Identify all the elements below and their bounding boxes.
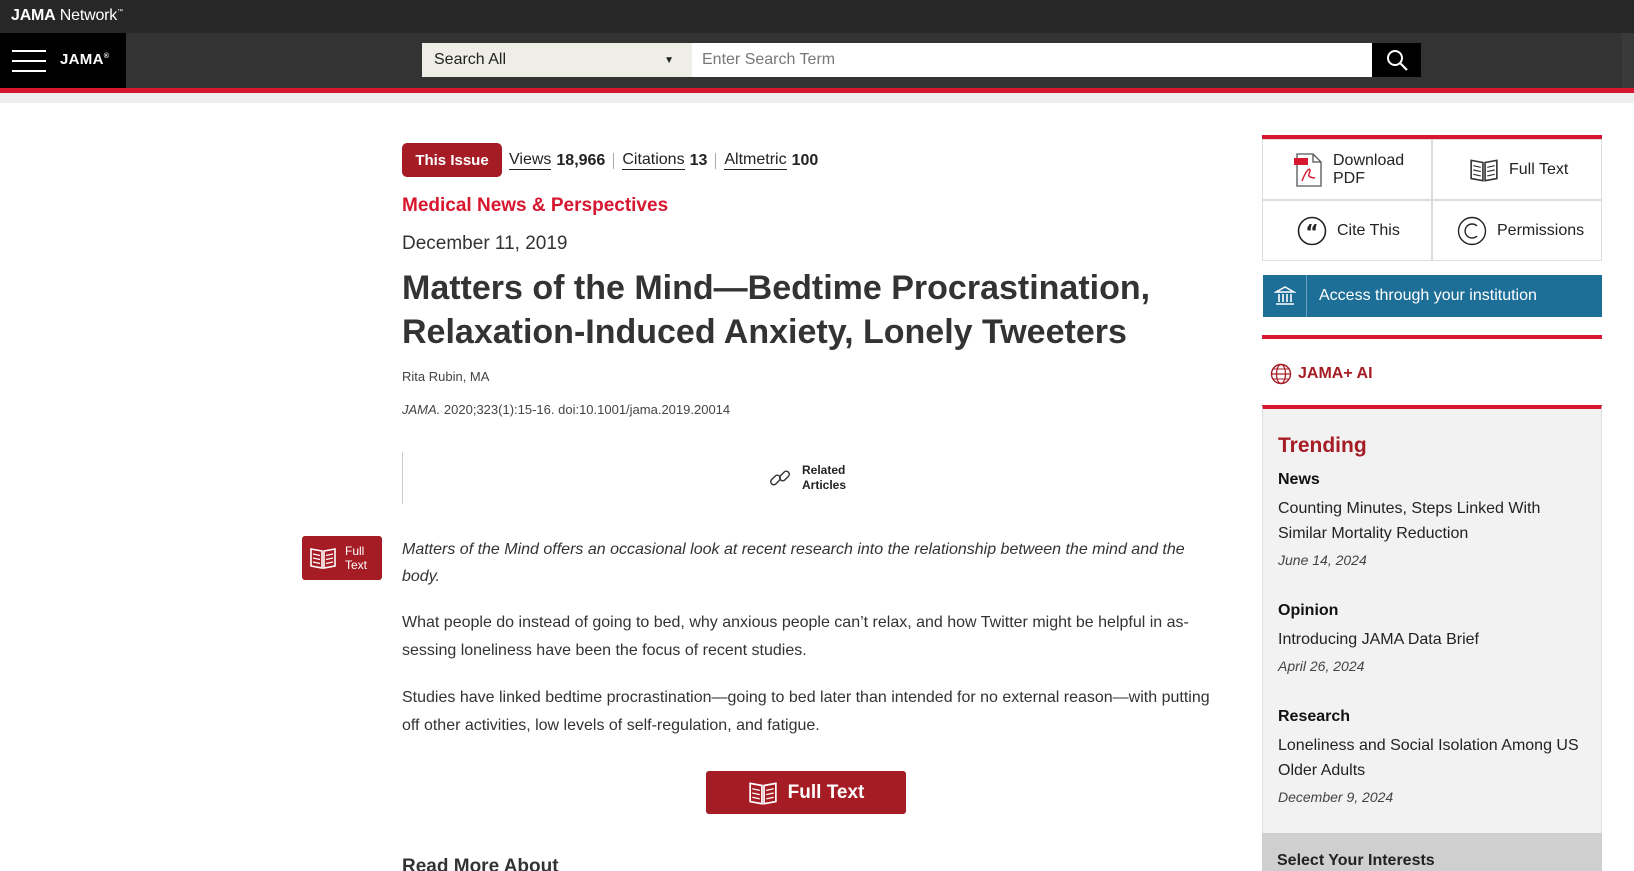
link-icon — [768, 466, 792, 490]
download-label-line2: PDF — [1333, 169, 1365, 187]
search-icon — [1385, 48, 1409, 72]
institution-icon-box — [1263, 275, 1307, 317]
jama-logo-text: JAMA — [60, 51, 104, 68]
side-full-text-label — [345, 544, 367, 572]
permissions-label: Permissions — [1497, 221, 1585, 239]
metric-divider — [715, 153, 716, 169]
search-input[interactable] — [692, 43, 1372, 77]
network-logo-tm: ™ — [117, 9, 123, 15]
side-ft-line2: Text — [345, 558, 368, 572]
brand-block — [0, 33, 126, 89]
institution-access-label: Access through your institution — [1319, 287, 1537, 304]
select-interests-panel — [1262, 833, 1602, 871]
pdf-icon — [1293, 153, 1323, 187]
caret-down-icon: ▼ — [664, 55, 674, 66]
jama-ai-label: JAMA+ AI — [1298, 365, 1373, 382]
full-text-button-label: Full Text — [787, 781, 865, 803]
related-label-line1: Related — [802, 463, 846, 477]
metric-views[interactable] — [509, 151, 605, 170]
this-issue-button[interactable]: This Issue — [402, 143, 502, 177]
download-label-line1: Download — [1333, 151, 1405, 169]
trending-article-link[interactable]: Loneliness and Social Isolation Among US Older Adults — [1278, 737, 1579, 779]
side-ft-line1: Full — [345, 544, 365, 558]
book-icon — [1469, 157, 1499, 183]
publication-date: December 11, 2019 — [402, 233, 568, 254]
trending-heading: Trending — [1278, 434, 1367, 457]
metric-views-label[interactable]: Views — [509, 151, 552, 168]
trending-date: December 9, 2024 — [1278, 789, 1394, 805]
metric-altmetric-value: 100 — [791, 151, 819, 169]
metric-views-value: 18,966 — [556, 151, 606, 169]
institution-icon — [1274, 285, 1296, 307]
metric-citations-label[interactable]: Citations — [622, 151, 685, 168]
read-more-heading: Read More About — [402, 856, 559, 871]
full-text-button[interactable] — [706, 771, 906, 814]
cite-this-button[interactable] — [1262, 200, 1432, 261]
trending-category: Opinion — [1278, 602, 1339, 619]
quote-icon — [1297, 216, 1327, 246]
trending-category: News — [1278, 471, 1320, 488]
full-text-tool-label: Full Text — [1509, 160, 1569, 178]
metric-altmetric-label[interactable]: Altmetric — [724, 151, 787, 168]
site-header — [0, 33, 1634, 88]
metric-citations-value: 13 — [689, 151, 708, 169]
article-paragraph: What people do instead of going to bed, why anxious people can’t relax, and how Twitter might be helpful in as-sessing loneliness have been the focus of recent studies. — [402, 614, 1189, 659]
related-label-line2: Articles — [802, 478, 847, 492]
trending-item — [1278, 602, 1588, 674]
trending-article-link[interactable]: Counting Minutes, Steps Linked With Similar Mortality Reduction — [1278, 500, 1541, 542]
network-logo-rest: Network — [55, 7, 118, 24]
related-articles-label — [802, 463, 852, 493]
download-pdf-label — [1333, 152, 1404, 188]
trending-item — [1278, 471, 1588, 568]
trending-date: April 26, 2024 — [1278, 658, 1365, 674]
article-metrics — [509, 151, 818, 170]
trending-panel — [1262, 405, 1602, 835]
trending-article-link[interactable]: Introducing JAMA Data Brief — [1278, 631, 1479, 648]
institution-access-button[interactable] — [1263, 275, 1602, 317]
article-author[interactable]: Rita Rubin, MA — [402, 369, 490, 384]
jama-network-logo[interactable] — [11, 7, 123, 25]
network-logo-bold: JAMA — [11, 7, 56, 24]
full-text-tool-button[interactable] — [1432, 139, 1602, 200]
trending-category: Research — [1278, 708, 1351, 725]
menu-icon[interactable] — [12, 50, 46, 72]
search-button[interactable] — [1372, 43, 1421, 77]
metric-altmetric[interactable] — [724, 151, 818, 170]
network-bar — [0, 0, 1634, 33]
globe-icon — [1270, 363, 1292, 385]
jama-logo[interactable]: JAMA® — [60, 51, 110, 68]
cite-this-label: Cite This — [1337, 221, 1400, 239]
download-pdf-button[interactable] — [1262, 139, 1432, 200]
jama-ai-panel — [1262, 335, 1602, 408]
scrollbar[interactable] — [1622, 33, 1634, 93]
article-tools — [1262, 135, 1602, 261]
copyright-icon — [1457, 216, 1487, 246]
citation-journal: JAMA. — [402, 402, 441, 417]
book-icon — [309, 546, 337, 570]
book-icon — [748, 780, 778, 806]
article-paragraph: Studies have linked bedtime procrastination—going to bed later than intended for no external reason—with putting off other activities, low levels of self-regulation, and fatigue. — [402, 689, 1210, 734]
article-title: Matters of the Mind—Bedtime Procrastination, Relaxation-Induced Anxiety, Lonely Tweeters — [402, 269, 1151, 351]
article-citation — [402, 402, 730, 417]
header-grey-divider — [0, 93, 1634, 103]
trending-date: June 14, 2024 — [1278, 552, 1367, 568]
select-interests-link[interactable]: Select Your Interests — [1277, 852, 1435, 869]
related-articles-link[interactable] — [768, 463, 852, 493]
trending-item — [1278, 708, 1588, 805]
metric-divider — [613, 153, 614, 169]
article-intro: Matters of the Mind offers an occasional look at recent research into the relationship between the mind and the body. — [402, 541, 1185, 585]
jama-ai-link[interactable] — [1270, 363, 1373, 385]
svg-text:“: “ — [1305, 219, 1319, 244]
search-scope-select[interactable] — [422, 43, 692, 77]
permissions-button[interactable] — [1432, 200, 1602, 261]
metric-citations[interactable] — [622, 151, 707, 170]
article-section-link[interactable]: Medical News & Perspectives — [402, 195, 669, 216]
search-scope-value: Search All — [434, 51, 507, 68]
citation-details: 2020;323(1):15-16. doi:10.1001/jama.2019.20014 — [440, 402, 731, 417]
side-full-text-button[interactable] — [302, 536, 382, 580]
